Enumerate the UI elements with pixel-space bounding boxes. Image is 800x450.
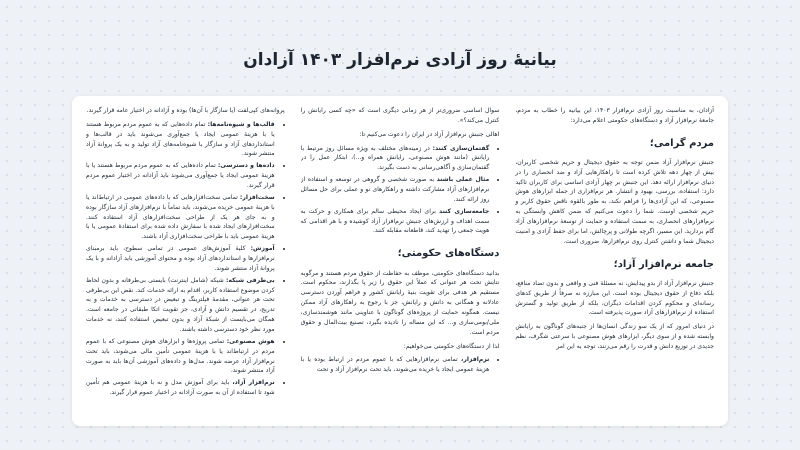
bullet-list xyxy=(301,144,500,237)
list-item xyxy=(86,161,275,191)
list-item-lead: جامعه‌سازی کنند xyxy=(439,207,490,215)
bullet-list xyxy=(301,355,500,375)
section-heading: مردم گرامی؛ xyxy=(649,137,714,149)
list-item-lead: بی‌طرفی شبکه: xyxy=(225,276,275,284)
list-item xyxy=(86,337,275,376)
list-item xyxy=(301,144,490,174)
list-item xyxy=(86,378,275,398)
list-item xyxy=(86,276,275,335)
text-column xyxy=(86,106,285,416)
paragraph: جنبش نرم‌افزار آزاد از بدو پیدایش، نه مسئلهٔ فنی و واقعی و بدون تضاد منافع، بلکه دفاع از حقوق دیجیتال بوده است. این مبارزه نه صرفاً از طریق کدهای رسانه‌ای و محکوم کردن اقدامات دیگران، بلکه از طریق تولید و گسترش استفاده از نرم‌افزارهای آزاد صورت پذیرفته است. xyxy=(515,279,714,317)
list-item xyxy=(86,193,275,242)
list-item-text: باید برای آموزش مدل و نه با هزینهٔ عمومی هم تأمین شود تا استفاده از آن به صورت آزادانه در اختیار عموم قرار گیرند. xyxy=(85,379,275,397)
list-item-lead: آموزش: xyxy=(250,245,275,253)
paragraph: سوال اساسی ضروری‌تر از هر زمانی دیگری است که «چه کسی رایانش را کنترل می‌کند؟». xyxy=(300,107,500,124)
paragraph: در دنیای امروز که از یک سو زندگی انسان‌ها از جنبه‌های گوناگون به رایانش وابسته شده و از سوی دیگر، ابزارهای هوش مصنوعی با سرعتی شگرف، نظم جدیدی در توزیع دانش و قدرت را رقم می‌زنند، توجه به این امر xyxy=(515,323,714,350)
bullet-list xyxy=(86,120,285,398)
list-item-text: به صورت شخصی و گروهی در توسعه و استفاده از نرم‌افزارهای آزاد مشارکت داشته و راهکارهای نو و عملی برای حل مسائل روز ارائه کنند. xyxy=(300,176,490,203)
list-item-lead: هوش مصنوعی: xyxy=(226,337,275,345)
list-item-lead: مثال عملی باشند xyxy=(436,176,490,184)
list-item-text: تمامی نرم‌افزارهایی که با عموم مردم در ارتباط بوده یا با هزینهٔ عمومی ایجاد یا خریده می‌شوند، باید تحت نرم‌افزار آزاد و تحت xyxy=(300,356,490,374)
statement-card xyxy=(72,96,728,426)
section-heading: دستگاه‌های حکومتی؛ xyxy=(397,248,500,260)
list-item-text: تمام داده‌هایی که به عموم مردم مربوط هستند یا با هزینهٔ عمومی ایجاد یا جمع‌آوری می‌شوند باید در قالب‌ها و استانداردهای آزاد و سازگار با شیوه‌نامه‌های آزاد تولید و به یک پروانهٔ آزاد منتشر شوند. xyxy=(85,120,275,158)
list-item-text: برای ایجاد محیطی سالم برای همکاری و حرکت به سمت اهداف و ارزش‌های جنبش نرم‌افزار آزاد کوشیده و با هر اقدامی که هویت جمعی را تهدید کند، قاطعانه مقابله کنند. xyxy=(300,207,490,235)
list-item-text: شبکه (شامل اینترنت) بایستی بی‌طرفانه و بدون لحاظ کردن موضوع استفاده کاربر، اقدام به ارائه خدمات کند. نقض این بی‌طرفی تحت هر عنوانی، مقدمهٔ فیلترینگ و تبعیض در دسترسی به خدمات و به تدریج، در تقسیم دانش و آزادی، جز تقویت اتکا طبقاتی در جامعه است. همگان می‌بایست از شبکهٔ آزاد و بدون تبعیض استفاده کنند، نه خدمات مورد نظر خود دسترسی داشته باشند. xyxy=(85,276,275,334)
list-item-lead: قالب‌ها و شیوه‌نامه‌ها: xyxy=(207,120,275,128)
paragraph: جنبش نرم‌افزار آزاد ضمن توجه به حقوق دیجیتال و حریم شخصی کاربران، بیش از چهار دهه تلاش کرده است تا راهکارهایی آزاد و ضد انحصاری را در دنیای نرم‌افزار ارائه دهد. این جنبش بر چهار آزادی اساسی برای کاربران تاکید دارد: استفاده، بررسی، بهبود و انتشار. هر نرم‌افزاری از جمله ابزارهای هوش مصنوعی، که این آزادی‌ها را فراهم نکند، به طور بالقوه ناقض حقوق کاربر و حریم شخصی اوست. شما را دعوت می‌کنیم که ضمن کاهش وابستگی به نرم‌افزارهای انحصاری، به سمت استفاده و حمایت از توسعهٔ نرم‌افزارهای آزاد گام بردارید. این مسیر، اگرچه طولانی و پرچالش، اما برای حفظ آزادی و امنیت دیجیتال شما و داشتن کنترل روی نرم‌افزارها، ضروری است. xyxy=(515,158,714,245)
list-item-lead: نرم‌افزار آزاد، xyxy=(232,379,275,387)
list-item-text: در زمینه‌های مختلف به ویژه مسائل روز مرتبط با رایانش (مانند هوش مصنوعی، رایانش همراه و...)، ابتکار عمل را در گفتمان‌سازی و آگاهی‌رسانی به دست بگیرند. xyxy=(300,144,490,172)
paragraph: پروانه‌های کپی‌لفت (یا سازگار با آن‌ها) بوده و آزادانه در اختیار عامه قرار گیرند. xyxy=(86,107,285,114)
list-item-text: تمامی پروژه‌ها و ابزارهای هوش مصنوعی که با عموم مردم در ارتباط‌اند یا با هزینهٔ عمومی تأمین مالی می‌شوند، باید تحت نرم‌افزار آزاد عرضه شوند. مدل‌ها و داده‌های آموزشی آن‌ها باید به صورت آزاد منتشر شوند. xyxy=(85,337,275,375)
paragraph: بدانید دستگاه‌های حکومتی، موظف به حفاظت از حقوق مردم هستند و مرگوبه نتایش تحت هر عنوانی که عملاً این حقوق را زیر پا بگذارند، محکوم است. مستقیم هر هدفی برای تقویت بنیهٔ رایانش کشور و فراهم آوردن دسترسی عادلانه و همگانی به دانش و رایانش، جز با رجوع به راهکارهای آزاد ممکن نیست. همگونه حمایت از پروژه‌های گوناگون با عناوینی مانند هوشمندسازی، ملی/بومی‌سازی و... که این مساله را نادیده بگیرد، تصنیع بیت‌المال و حقوق مردم است. xyxy=(300,269,500,336)
list-item xyxy=(301,355,490,375)
text-column xyxy=(515,106,714,416)
list-item-lead: گفتمان‌سازی کنند: xyxy=(432,144,490,152)
list-item xyxy=(86,244,275,274)
list-item-text: تمام داده‌هایی که به عموم مردم مربوط هستند یا با هزینهٔ عمومی ایجاد یا جمع‌آوری می‌شوند باید آزادانه در اختیار عموم مردم قرار گیرند. xyxy=(85,162,275,190)
list-item-text: کلیهٔ آموزش‌های عمومی در تمامی سطوح، باید برمبنای نرم‌افزارها و استانداردهای آزاد بوده و محتوای آموزشی باید آزادانه و با یک پروانهٔ آزاد منتشر شوند. xyxy=(85,245,275,272)
text-column xyxy=(301,106,500,416)
list-item-lead: نرم‌افزار، xyxy=(461,356,490,364)
list-item xyxy=(301,175,490,205)
list-item-lead: سخت‌افزار: xyxy=(239,193,275,201)
paragraph: لذا از دستگاه‌های حکومتی می‌خواهیم: xyxy=(403,342,500,350)
paragraph: اهالی جنبش نرم‌افزار آزاد در ایران را دعوت می‌کنیم تا: xyxy=(359,130,500,138)
list-item-text: تمامی سخت‌افزارهایی که با داده‌های عمومی در ارتباط‌اند یا با هزینهٔ عمومی خریده می‌شوند، باید تماماً با نرم‌افزارهای آزاد سازگار بوده و به جای هر یک از طراحی سخت‌افزارهای آزاد استفاده کنند. سخت‌افزارهای ایجاد شده با سفارش داده شده برای استفادهٔ عمومی یا با هزینهٔ عمومی باید با طراحی سخت‌افزاری آزاد باشند. xyxy=(85,193,275,241)
page-title: بیانیهٔ روز آزادی نرم‌افزار ۱۴۰۳ آزادان xyxy=(243,50,557,70)
list-item xyxy=(301,207,490,237)
paragraph: آزادان، به مناسبت روز آزادی نرم‌افزار ۱۴۰۳، این بیانیه را خطاب به مردم، جامعهٔ نرم‌افزار آزاد و دستگاه‌های حکومتی اعلام می‌دارد: xyxy=(515,107,714,124)
list-item xyxy=(86,120,275,159)
list-item-lead: داده‌ها و دسترسی: xyxy=(217,162,275,170)
section-heading: جامعه نرم‌افزار آزاد؛ xyxy=(613,258,714,270)
